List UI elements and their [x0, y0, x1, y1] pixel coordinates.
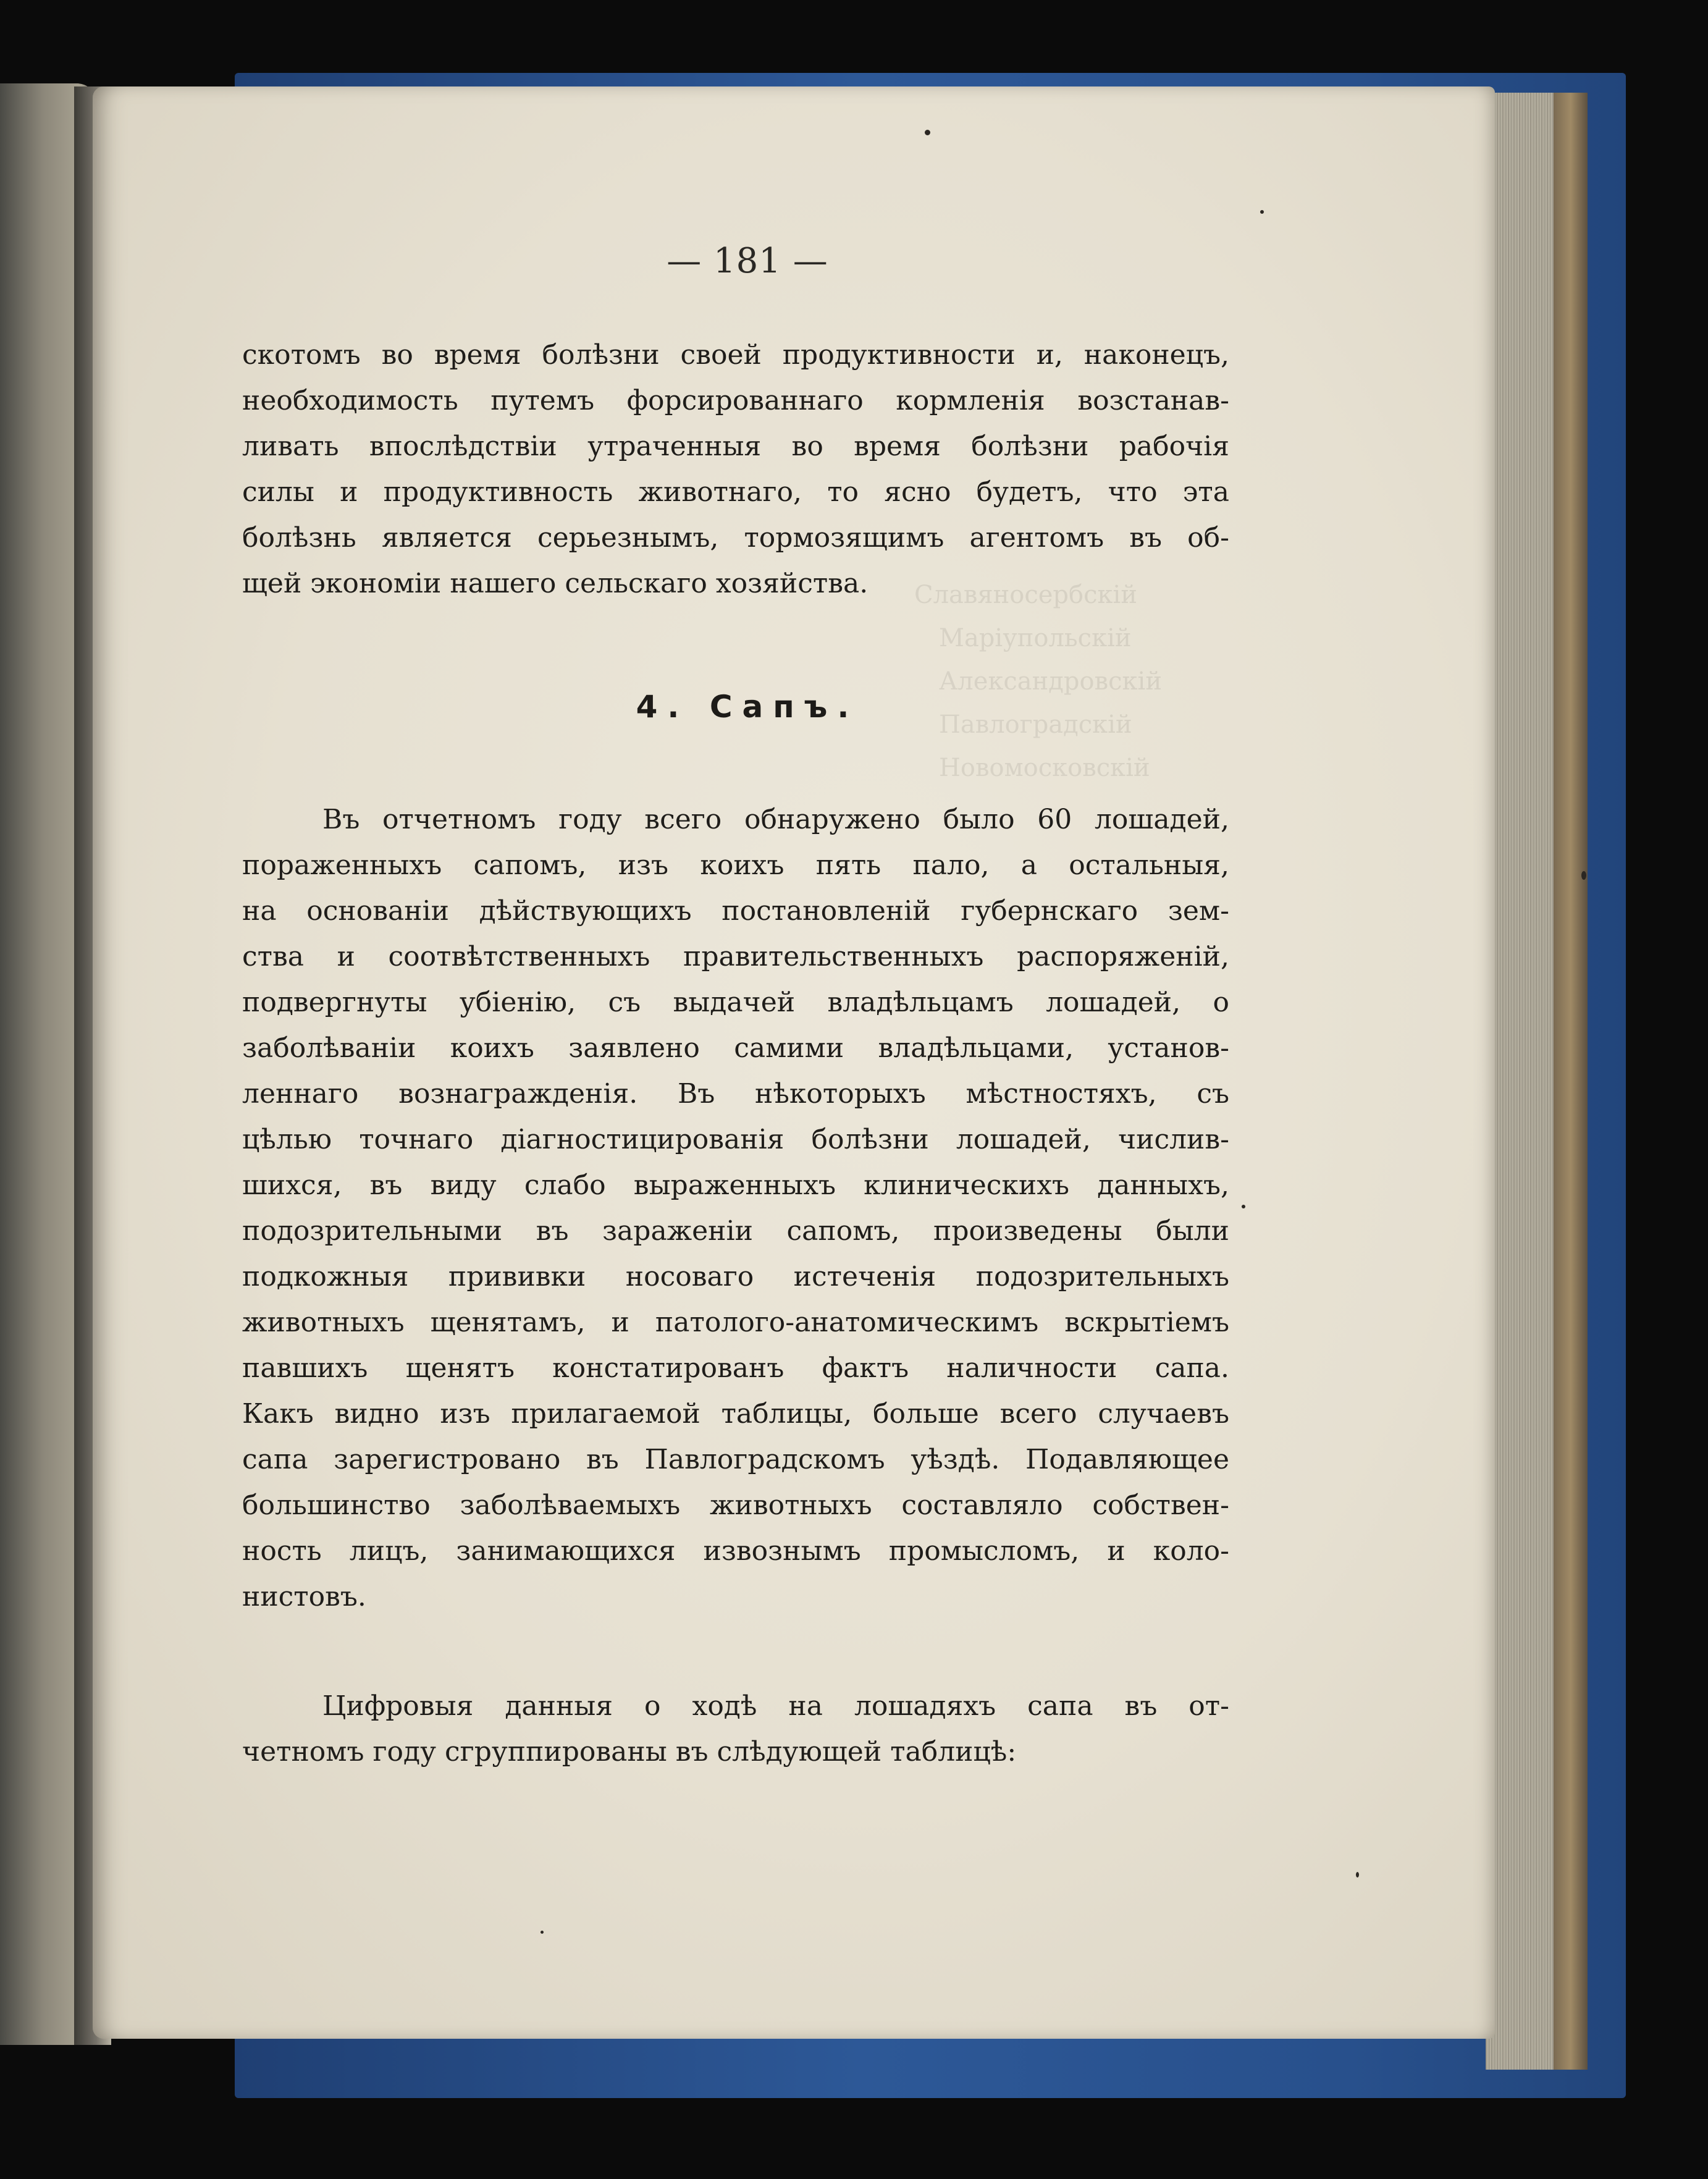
bleed-through: Маріупольскій — [939, 624, 1132, 652]
text-line: силы и продуктивность животнаго, то ясно будетъ, что эта — [242, 476, 1229, 508]
text-line: четномъ году сгруппированы въ слѣдующей таблицѣ: — [242, 1736, 1017, 1768]
text-line: Въ отчетномъ году всего обнаружено было 60 лошадей, — [322, 804, 1229, 835]
text-line: подвергнуты убіенію, съ выдачей владѣльцамъ лошадей, о — [242, 987, 1229, 1018]
bleed-through: Новомосковскій — [939, 754, 1150, 782]
text-line: большинство заболѣваемыхъ животныхъ составляло собствен- — [242, 1490, 1229, 1521]
paper-speck — [541, 1931, 544, 1934]
text-line: нистовъ. — [242, 1581, 366, 1612]
text-line: подкожныя прививки носоваго истеченія подозрительныхъ — [242, 1261, 1229, 1292]
paper-speck — [1242, 1205, 1245, 1208]
text-line: ства и соотвѣтственныхъ правительственныхъ распоряженій, — [242, 941, 1229, 972]
paper-speck — [925, 130, 930, 135]
text-line: болѣзнь является серьезнымъ, тормозящимъ агентомъ въ об- — [242, 522, 1229, 554]
text-line: цѣлью точнаго діагностицированія болѣзни лошадей, числив- — [242, 1124, 1229, 1155]
paragraph-3 — [242, 1684, 1229, 1775]
text-line: на основаніи дѣйствующихъ постановленій губернскаго зем- — [242, 895, 1229, 927]
bleed-through: Славяносербскій — [914, 581, 1137, 609]
paper-speck — [1260, 210, 1264, 214]
text-line: сапа зарегистровано въ Павлоградскомъ уѣздѣ. Подавляющее — [242, 1444, 1229, 1475]
bleed-through: Павлоградскій — [939, 710, 1132, 739]
paper-speck — [1356, 1872, 1359, 1878]
bleed-through: Александровскій — [939, 667, 1162, 696]
text-line: заболѣваніи коихъ заявлено самими владѣльцами, установ- — [242, 1032, 1229, 1064]
text-line: Какъ видно изъ прилагаемой таблицы, больше всего случаевъ — [242, 1398, 1229, 1430]
paragraph-1 — [242, 332, 1229, 607]
paragraph-2 — [242, 797, 1229, 1620]
section-heading: 4. Сапъ. — [636, 689, 859, 725]
text-line: необходимость путемъ форсированнаго кормленія возстанав- — [242, 385, 1229, 416]
text-line: шихся, въ виду слабо выраженныхъ клиническихъ данныхъ, — [242, 1170, 1229, 1201]
text-line: ность лицъ, занимающихся извознымъ промысломъ, и коло- — [242, 1535, 1229, 1567]
text-line: щей экономіи нашего сельскаго хозяйства. — [242, 568, 869, 599]
text-line: подозрительными въ зараженіи сапомъ, произведены были — [242, 1215, 1229, 1247]
text-line: Цифровыя данныя о ходѣ на лошадяхъ сапа въ от- — [322, 1690, 1229, 1722]
text-line: павшихъ щенятъ констатированъ фактъ наличности сапа. — [242, 1352, 1229, 1384]
text-line: пораженныхъ сапомъ, изъ коихъ пять пало, а остальныя, — [242, 849, 1229, 881]
text-line: леннаго вознагражденія. Въ нѣкоторыхъ мѣстностяхъ, съ — [242, 1078, 1229, 1110]
cover-edge — [1554, 93, 1588, 2070]
paper-speck — [1581, 871, 1586, 880]
text-line: скотомъ во время болѣзни своей продуктивности и, наконецъ, — [242, 339, 1229, 371]
page-number: — 181 — — [667, 241, 828, 281]
text-line: животныхъ щенятамъ, и патолого-анатомическимъ вскрытіемъ — [242, 1307, 1229, 1338]
text-line: ливать впослѣдствіи утраченныя во время болѣзни рабочія — [242, 431, 1229, 462]
